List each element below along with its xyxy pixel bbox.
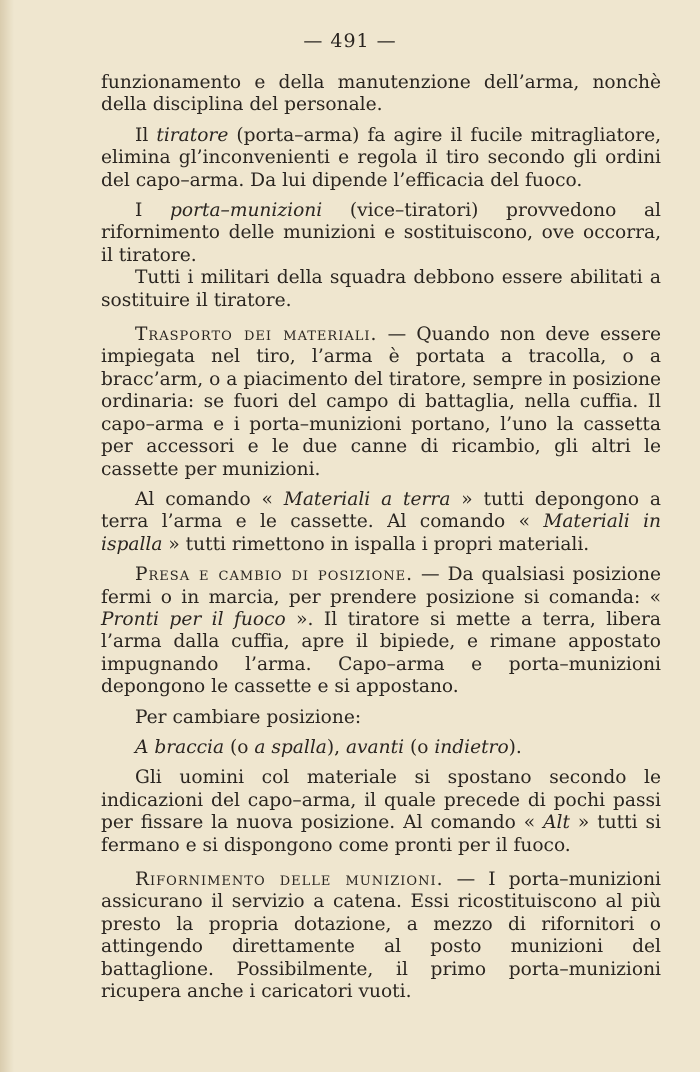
command-materiali-a-terra: Materiali a terra	[283, 488, 451, 510]
page-spine-shadow	[0, 0, 14, 1072]
command-materiali-in-ispalla: Materiali in ispalla	[101, 511, 662, 555]
paragraph-porta-munizioni: I porta–munizioni (vice–tiratori) provvedono al rifornimento delle munizioni e sostituiscono, ove occorra, il tiratore.	[101, 200, 661, 266]
section-heading-trasporto: Trasporto dei materiali.	[135, 324, 378, 346]
term-porta-munizioni: porta–munizioni	[169, 200, 323, 222]
paragraph-rifornimento: Rifornimento delle munizioni. — I porta–munizioni assicurano il servizio a catena. Essi ricostituiscono al più presto la propria dotazione, a mezzo di rifornitori o attingendo direttamente al posto munizioni del battaglione. Possibilmente, il primo porta–munizioni ricupera anche i caricatori vuoti.	[101, 869, 661, 1003]
paragraph-trasporto: Trasporto dei materiali. — Quando non deve essere impiegata nel tiro, l’arma è portata a tracolla, o a bracc’arm, o a piacimento del tiratore, sempre in posizione ordinaria: se fuori del campo di battaglia, nella cuffia. Il capo–arma e i porta–munizioni portano, l’uno la cassetta per accessori e le due canne di ricambio, gli altri le cassette per munizioni.	[101, 324, 661, 480]
command-alt: Alt	[543, 812, 570, 834]
paragraph-presa-posizione: Presa e cambio di posizione. — Da qualsiasi posizione fermi o in marcia, per prendere posizione si comanda: « Pronti per il fuoco ». Il tiratore si mette a terra, libera l’arma dalla cuffia, apre il bipiede, e rimane appostato impugnando l’arma. Capo–arma e porta–munizioni depongono le cassette e si appostano.	[101, 564, 661, 698]
page-number: — 491 —	[303, 30, 397, 52]
command-pronti-per-il-fuoco: Pronti per il fuoco	[101, 608, 286, 630]
section-heading-presa: Presa e cambio di posizione.	[135, 564, 414, 586]
paragraph-continuation: funzionamento e della manutenzione dell’arma, nonchè della disciplina del personale.	[101, 72, 661, 116]
paragraph-tiratore: Il tiratore (porta–arma) fa agire il fucile mitragliatore, elimina gl’inconvenienti e regola il tiro secondo gli ordini del capo–arma. Da lui dipende l’efficacia del fuoco.	[101, 124, 662, 191]
paragraph-cambiare-posizione: Per cambiare posizione:	[135, 706, 362, 728]
paragraph-comando-spostamento: A braccia (o a spalla), avanti (o indietro).	[135, 736, 522, 758]
paragraph-spostamento: Gli uomini col materiale si spostano secondo le indicazioni del capo–arma, il quale precede di pochi passi per fissare la nuova posizione. Al comando « Alt » tutti si fermano e si dispongono come pronti per il fuoco.	[101, 767, 661, 856]
section-heading-rifornimento: Rifornimento delle munizioni.	[135, 869, 444, 890]
paragraph-comandi-materiali: Al comando « Materiali a terra » tutti depongono a terra l’arma e le cassette. Al comando « Materiali in ispalla » tutti rimettono in ispalla i propri materiali.	[101, 488, 662, 555]
paragraph-sostituzione: Tutti i militari della squadra debbono essere abilitati a sostituire il tiratore.	[101, 267, 661, 311]
term-tiratore: tiratore	[156, 124, 229, 146]
page-body	[101, 72, 661, 1003]
